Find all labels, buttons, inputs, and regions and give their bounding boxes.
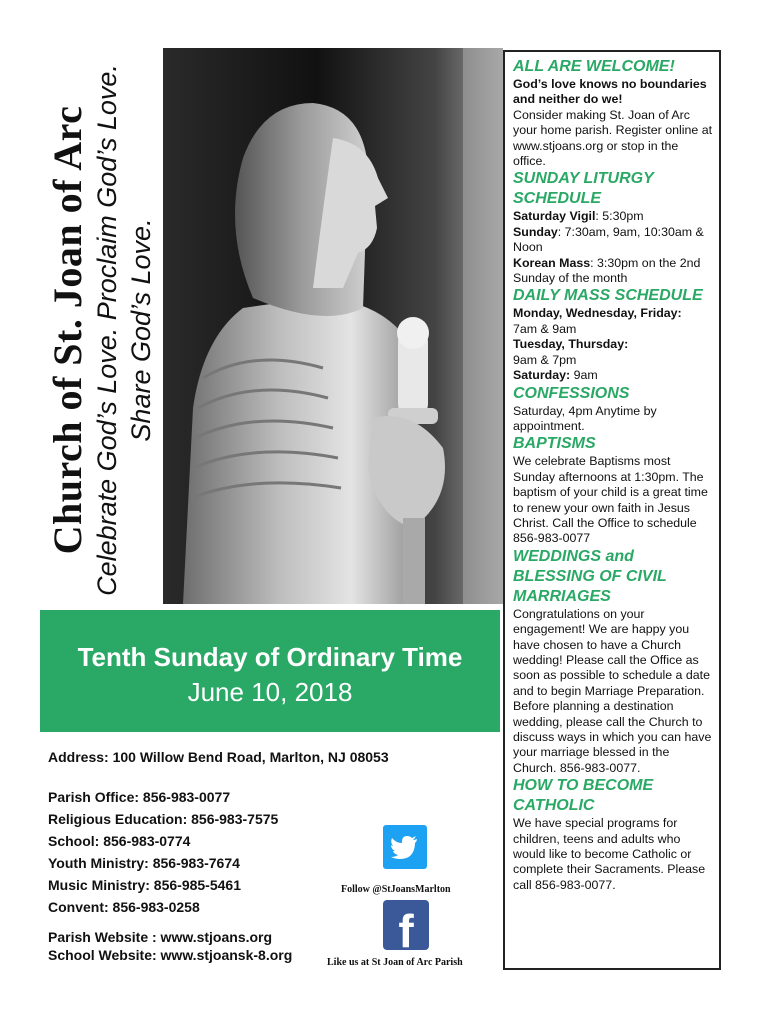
feast-banner	[40, 610, 500, 732]
saturday-vigil-row: Saturday Vigil: 5:30pm	[513, 209, 644, 224]
korean-mass-row: Korean Mass: 3:30pm on the 2nd Sunday of the month	[513, 255, 701, 286]
youth-ministry-phone: Youth Ministry: 856-983-7674	[48, 855, 240, 871]
address: Address: 100 Willow Bend Road, Marlton, NJ 08053	[48, 749, 389, 765]
tagline-line-2: Share God’s Love.	[126, 218, 156, 442]
confessions-text: Saturday, 4pm Anytime by appointment.	[513, 403, 657, 433]
daily-mass-heading: DAILY MASS SCHEDULE	[513, 287, 703, 305]
saturday-row: Saturday: 9am	[513, 368, 598, 383]
parish-website[interactable]: Parish Website : www.stjoans.org	[48, 929, 273, 945]
mwf-label: Monday, Wednesday, Friday:	[513, 306, 682, 321]
welcome-bold-text: God’s love knows no boundaries and neither do we!	[513, 77, 707, 107]
become-catholic-heading: HOW TO BECOME CATHOLIC	[513, 777, 654, 815]
info-sidebar	[503, 50, 721, 970]
feast-title: Tenth Sunday of Ordinary Time	[77, 642, 463, 672]
school-website[interactable]: School Website: www.stjoansk-8.org	[48, 947, 293, 963]
music-ministry-phone: Music Ministry: 856-985-5461	[48, 877, 241, 893]
convent-phone: Convent: 856-983-0258	[48, 899, 200, 915]
weddings-heading: WEDDINGS and BLESSING OF CIVIL MARRIAGES	[513, 547, 667, 605]
sunday-row: Sunday: 7:30am, 9am, 10:30am & Noon	[513, 224, 704, 255]
facebook-like-text[interactable]: Like us at St Joan of Arc Parish	[327, 957, 463, 968]
liturgy-heading: SUNDAY LITURGY SCHEDULE	[513, 170, 654, 208]
church-name: Church of St. Joan of Arc	[45, 105, 90, 555]
welcome-heading: ALL ARE WELCOME!	[513, 58, 675, 75]
mwf-time: 7am & 9am	[513, 321, 577, 336]
tt-label: Tuesday, Thursday:	[513, 337, 629, 352]
school-phone: School: 856-983-0774	[48, 833, 191, 849]
welcome-text: Consider making St. Joan of Arc your home parish. Register online at www.stjoans.org or stop in the office.	[513, 107, 713, 169]
parish-office-phone: Parish Office: 856-983-0077	[48, 789, 231, 805]
statue-photo	[163, 48, 503, 604]
religious-education-phone: Religious Education: 856-983-7575	[48, 811, 279, 827]
feast-date: June 10, 2018	[187, 677, 353, 707]
twitter-bird-icon[interactable]	[383, 825, 427, 869]
tagline-line-1: Celebrate God’s Love. Proclaim God’s Love.	[92, 64, 122, 596]
facebook-f-icon[interactable]: f	[383, 900, 429, 950]
baptisms-heading: BAPTISMS	[513, 435, 596, 453]
twitter-follow-text[interactable]: Follow @StJoansMarlton	[341, 884, 451, 895]
contact-info	[48, 746, 389, 964]
become-catholic-text: We have special programs for children, teens and adults who would like to become Catholic or complete their Sacraments. Please call 856-983-0077.	[513, 816, 706, 892]
weddings-text: Congratulations on your engagement! We are happy you have chosen to have a Church wedding! Please call the Office as soon as possible to schedule a date and to begin Marriage Preparation. Before planning a destination wedding, please call the Church to discuss ways in which you can have your marriage blessed in the Church. 856-983-0077.	[513, 606, 712, 775]
tt-time: 9am & 7pm	[513, 352, 577, 367]
baptisms-text: We celebrate Baptisms most Sunday afternoons at 1:30pm. The baptism of your child is a great time to renew your own faith in Jesus Christ. Call the Office to schedule 856-983-0077	[513, 454, 708, 546]
vertical-title-block	[40, 50, 160, 610]
confessions-heading: CONFESSIONS	[513, 384, 630, 402]
